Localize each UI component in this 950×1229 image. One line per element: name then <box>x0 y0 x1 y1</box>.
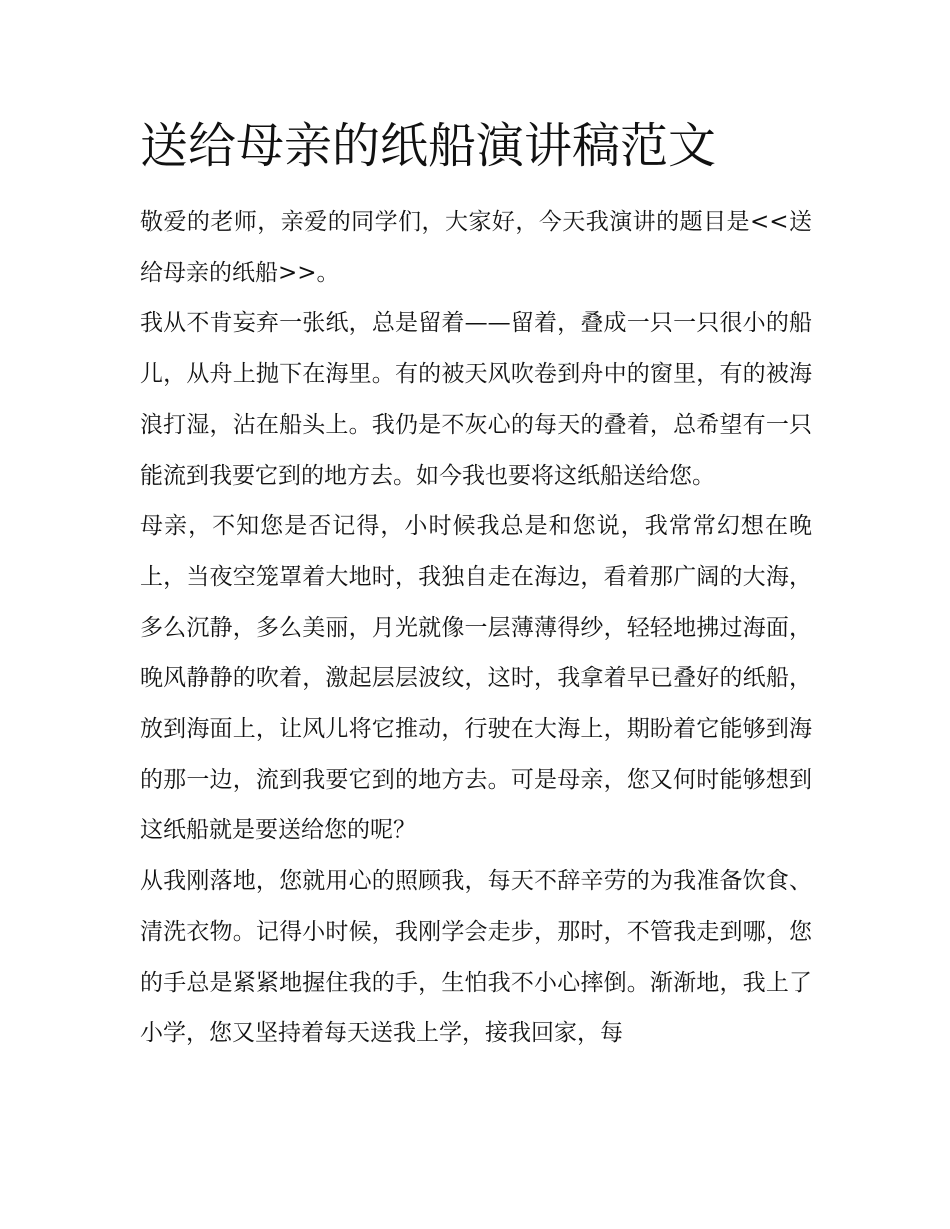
paragraph-4: 从我刚落地，您就用心的照顾我，每天不辞辛劳的为我准备饮食、清洗衣物。记得小时候，我刚学会走步，那时，不管我走到哪，您的手总是紧紧地握住我的手，生怕我不小心摔倒。渐渐地，我上了小学，您又坚持着每天送我上学，接我回家，每 <box>140 868 812 1047</box>
document-body <box>140 197 812 1059</box>
paragraph-1: 敬爱的老师，亲爱的同学们，大家好，今天我演讲的题目是<<送给母亲的纸船>>。 <box>140 209 812 286</box>
paragraph-2: 我从不肯妄弃一张纸，总是留着——留着，叠成一只一只很小的船儿，从舟上抛下在海里。有的被天风吹卷到舟中的窗里，有的被海浪打湿，沾在船头上。我仍是不灰心的每天的叠着，总希望有一只能流到我要它到的地方去。如今我也要将这纸船送给您。 <box>140 310 812 489</box>
paragraph-3: 母亲，不知您是否记得，小时候我总是和您说，我常常幻想在晚上，当夜空笼罩着大地时，我独自走在海边，看着那广阔的大海，多么沉静，多么美丽，月光就像一层薄薄得纱，轻轻地拂过海面，晚风静静的吹着，激起层层波纹，这时，我拿着早已叠好的纸船，放到海面上，让风儿将它推动，行驶在大海上，期盼着它能够到海的那一边，流到我要它到的地方去。可是母亲，您又何时能够想到这纸船就是要送给您的呢？ <box>140 513 812 844</box>
document-title: 送给母亲的纸船演讲稿范文 <box>140 118 717 174</box>
